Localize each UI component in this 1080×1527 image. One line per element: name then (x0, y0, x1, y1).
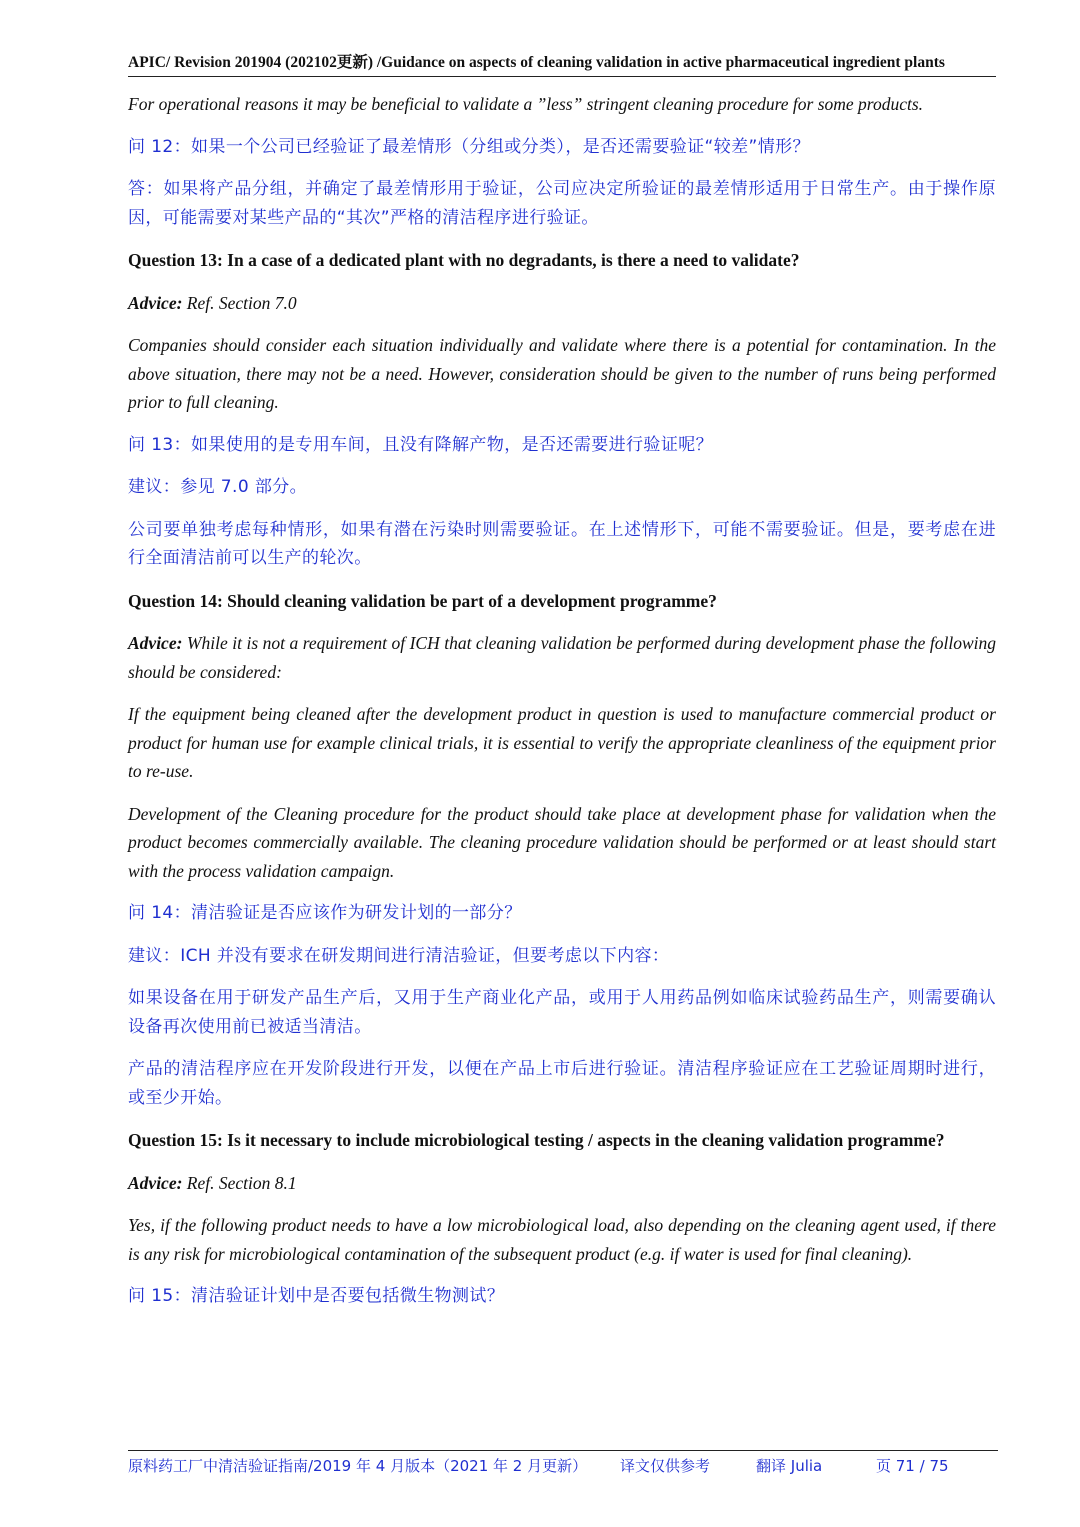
advice-label: Advice: (128, 633, 183, 653)
question-15: Question 15: Is it necessary to include microbiological testing / aspects in the cleaning validation programme? (128, 1130, 945, 1150)
advice-label: Advice: (128, 1172, 183, 1193)
paragraph-en: Development of the Cleaning procedure for the product should take place at development phase for validation when the product becomes commercially available. The cleaning procedure validation should be performed or at least should start with the process validation campaign. (128, 803, 996, 881)
question-13: Question 13: In a case of a dedicated plant with no degradants, is there a need to validate? (128, 250, 800, 270)
page-footer (128, 1450, 998, 1477)
page-number: 页 71 / 75 (876, 1457, 949, 1475)
advice-label: Advice: (128, 292, 183, 313)
paragraph-en: For operational reasons it may be beneficial to validate a ”less” stringent cleaning procedure for some products. (128, 94, 924, 114)
paragraph-zh: 产品的清洁程序应在开发阶段进行开发，以便在产品上市后进行验证。清洁程序验证应在工艺验证周期时进行，或至少开始。 (128, 1059, 996, 1108)
question-14-zh: 问 14：清洁验证是否应该作为研发计划的一部分？ (128, 903, 522, 923)
advice-15 (128, 1169, 996, 1198)
question-12-zh: 问 12：如果一个公司已经验证了最差情形（分组或分类），是否还需要验证“较差”情形？ (128, 136, 810, 157)
paragraph-en: Yes, if the following product needs to have a low microbiological load, also depending on the cleaning agent used, if there is any risk for microbiological contamination of the subsequent product (e.g. if water is used for final cleaning). (128, 1215, 996, 1264)
page-header: APIC/ Revision 201904 (202102更新) /Guidance on aspects of cleaning validation in active pharmaceutical ingredient plants (128, 52, 996, 77)
paragraph-zh: 如果设备在用于研发产品生产后，又用于生产商业化产品，或用于人用药品例如临床试验药品生产，则需要确认设备再次使用前已被适当清洁。 (128, 988, 996, 1037)
advice-text: Ref. Section 7.0 (182, 292, 297, 313)
answer-12-zh: 答：如果将产品分组，并确定了最差情形用于验证，公司应决定所验证的最差情形适用于日常生产。由于操作原因，可能需要对某些产品的“其次”严格的清洁程序进行验证。 (128, 179, 996, 228)
paragraph-en: If the equipment being cleaned after the development product in question is used to manufacture commercial product or product for human use for example clinical trials, it is essential to verify the appropriate cleanliness of the equipment prior to re-use. (128, 704, 996, 781)
advice-13-zh: 建议：参见 7.0 部分。 (128, 477, 308, 497)
question-13-zh: 问 13：如果使用的是专用车间，且没有降解产物，是否还需要进行验证呢？ (128, 434, 714, 455)
document-body (128, 90, 996, 1325)
advice-13 (128, 289, 996, 318)
advice-14-zh: 建议：ICH 并没有要求在研发期间进行清洁验证，但要考虑以下内容： (128, 945, 670, 966)
paragraph-zh: 公司要单独考虑每种情形，如果有潜在污染时则需要验证。在上述情形下，可能不需要验证。但是，要考虑在进行全面清洁前可以生产的轮次。 (128, 519, 996, 568)
footer-translator: 翻译 Julia (756, 1457, 823, 1475)
footer-title: 原料药工厂中清洁验证指南/2019 年 4 月版本（2021 年 2 月更新） (128, 1457, 588, 1475)
question-15-zh: 问 15：清洁验证计划中是否要包括微生物测试？ (128, 1286, 505, 1306)
advice-text: While it is not a requirement of ICH that cleaning validation be performed during development phase the following should be considered: (128, 633, 996, 682)
advice-text: Ref. Section 8.1 (182, 1172, 297, 1193)
footer-note: 译文仅供参考 (620, 1457, 711, 1475)
advice-14 (128, 629, 996, 686)
paragraph-en: Companies should consider each situation individually and validate where there is a potential for contamination. In the above situation, there may not be a need. However, consideration should be given to the number of runs being performed prior to full cleaning. (128, 335, 996, 412)
question-14: Question 14: Should cleaning validation be part of a development programme? (128, 590, 717, 611)
